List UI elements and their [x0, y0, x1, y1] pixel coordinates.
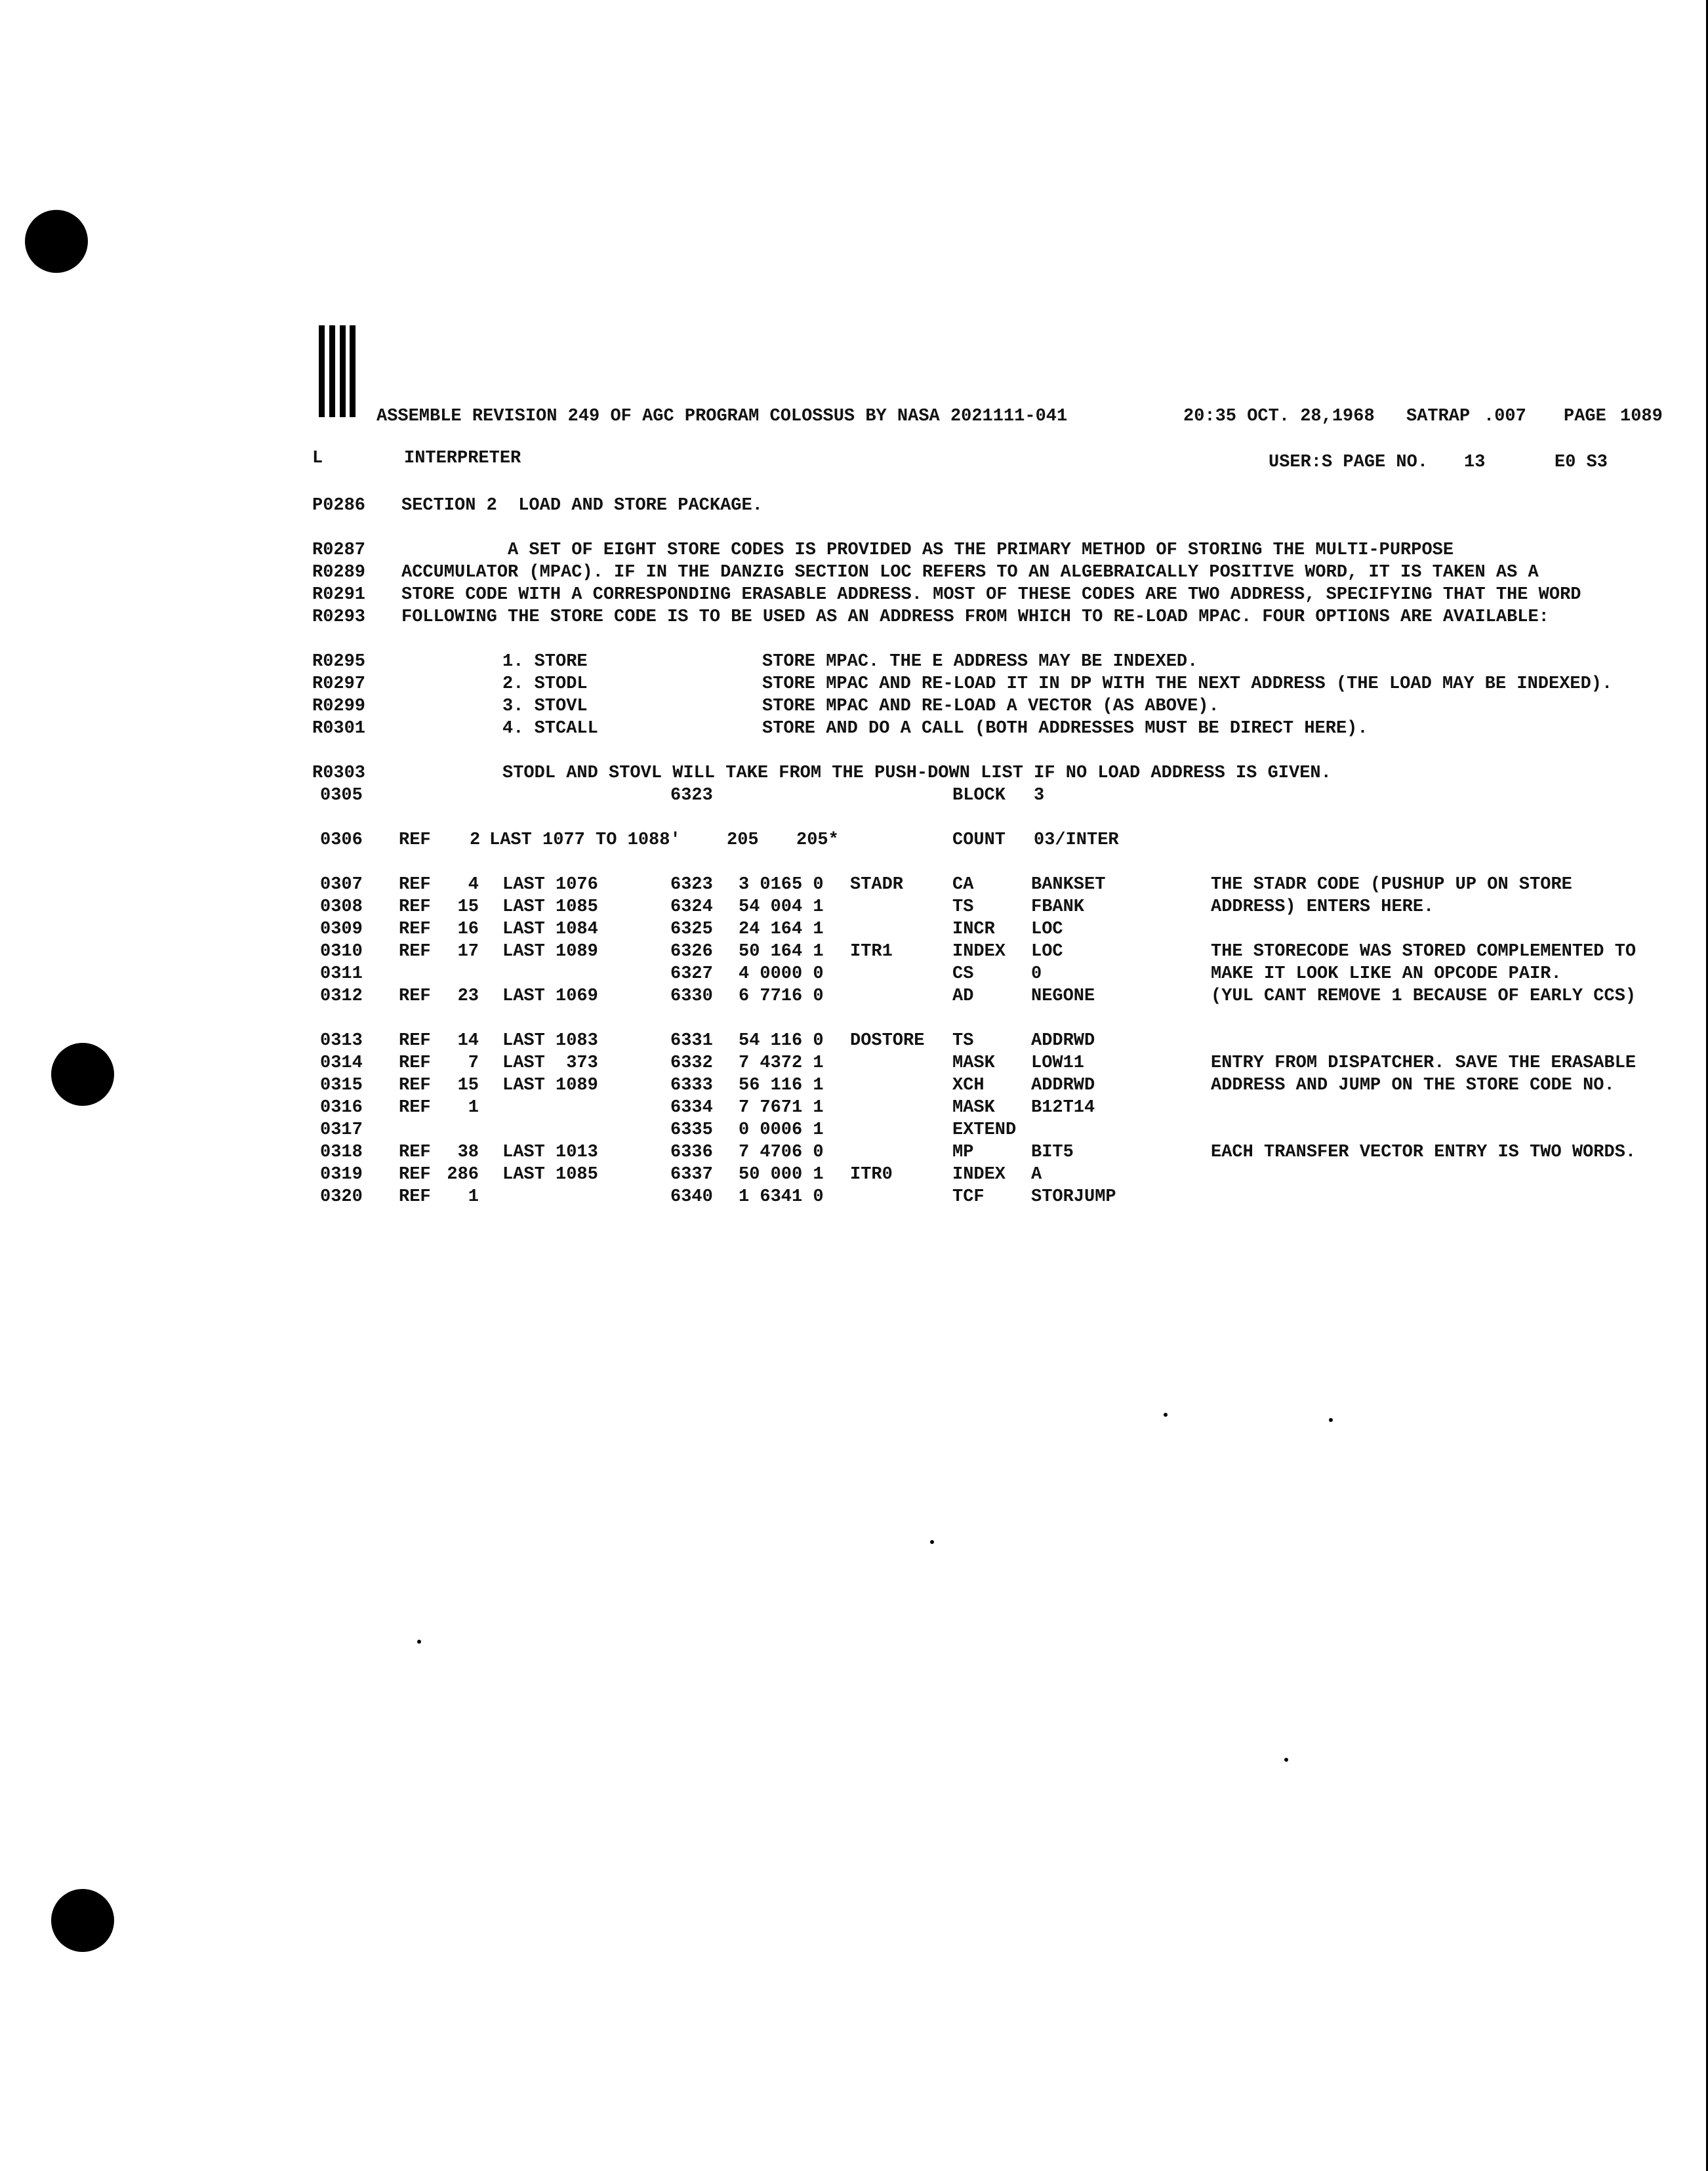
code-ref-number: 15 [457, 897, 479, 917]
option-id: R0299 [312, 697, 366, 716]
code-opcode: CS [952, 964, 974, 984]
option-item: 4. STCALL [502, 719, 598, 739]
code-last: LAST 1076 [502, 875, 598, 895]
speck [1164, 1413, 1168, 1417]
code-word: 50 000 1 [739, 1165, 824, 1185]
code-opcode: CA [952, 875, 974, 895]
code-comment: (YUL CANT REMOVE 1 BECAUSE OF EARLY CCS) [1211, 986, 1637, 1006]
code-last: LAST 1089 [502, 942, 598, 962]
count-val: 03/INTER [1034, 830, 1119, 850]
code-label: ITR0 [850, 1165, 893, 1185]
code-last: LAST 1089 [502, 1076, 598, 1095]
paragraph-line-id: R0289 [312, 563, 366, 582]
code-last: LAST 1085 [502, 1165, 598, 1185]
code-ref: REF [399, 1098, 431, 1118]
block-addr: 6323 [670, 786, 713, 805]
code-opcode: XCH [952, 1076, 985, 1095]
binder-hole-middle [51, 1043, 114, 1106]
code-operand: STORJUMP [1031, 1187, 1116, 1207]
count-n1: 205 [727, 830, 759, 850]
option-id: R0295 [312, 652, 366, 672]
speck [930, 1540, 934, 1544]
code-line-number: 0315 [320, 1076, 363, 1095]
code-word: 7 4372 1 [739, 1053, 824, 1073]
code-opcode: MASK [952, 1053, 995, 1073]
code-operand: A [1031, 1165, 1042, 1185]
paragraph-line-id: R0291 [312, 585, 366, 605]
code-address: 6327 [670, 964, 713, 984]
count-n2: 205* [796, 830, 839, 850]
code-opcode: MP [952, 1143, 974, 1162]
user-page-no: 13 [1464, 453, 1486, 472]
code-last: LAST 1013 [502, 1143, 598, 1162]
code-line-number: 0319 [320, 1165, 363, 1185]
header-title: ASSEMBLE REVISION 249 OF AGC PROGRAM COLOSSUS BY NASA 2021111-041 [376, 407, 1068, 426]
code-ref-number: 1 [468, 1098, 479, 1118]
code-address: 6337 [670, 1165, 713, 1185]
count-refnum: 2 [470, 830, 481, 850]
code-line-number: 0317 [320, 1120, 363, 1140]
code-operand: BIT5 [1031, 1143, 1074, 1162]
barcode-mark [319, 325, 356, 417]
code-comment: MAKE IT LOOK LIKE AN OPCODE PAIR. [1211, 964, 1562, 984]
block-label: BLOCK [952, 786, 1006, 805]
code-comment: THE STADR CODE (PUSHUP UP ON STORE [1211, 875, 1572, 895]
option-item: 1. STORE [502, 652, 588, 672]
paragraph-line: STORE CODE WITH A CORRESPONDING ERASABLE ADDRESS. MOST OF THESE CODES ARE TWO ADDRESS, SPECIFYING THAT THE WORD [401, 585, 1581, 605]
code-ref-number: 38 [457, 1143, 479, 1162]
count-range: LAST 1077 TO 1088' [489, 830, 681, 850]
header-satrap-no: .007 [1484, 407, 1526, 426]
code-address: 6325 [670, 920, 713, 939]
code-word: 54 116 0 [739, 1031, 824, 1051]
code-line-number: 0312 [320, 986, 363, 1006]
code-opcode: INCR [952, 920, 995, 939]
code-ref: REF [399, 1053, 431, 1073]
code-comment: ENTRY FROM DISPATCHER. SAVE THE ERASABLE [1211, 1053, 1637, 1073]
code-line-number: 0310 [320, 942, 363, 962]
code-line-number: 0308 [320, 897, 363, 917]
code-address: 6324 [670, 897, 713, 917]
header-page-no: 1089 [1620, 407, 1663, 426]
count-label: COUNT [952, 830, 1006, 850]
code-word: 50 164 1 [739, 942, 824, 962]
code-opcode: INDEX [952, 942, 1006, 962]
code-line-number: 0313 [320, 1031, 363, 1051]
block-line-id: 0305 [320, 786, 363, 805]
code-line-number: 0309 [320, 920, 363, 939]
section-id: P0286 [312, 496, 366, 516]
code-word: 7 7671 1 [739, 1098, 824, 1118]
code-ref: REF [399, 1031, 431, 1051]
code-line-number: 0320 [320, 1187, 363, 1207]
paragraph-line: A SET OF EIGHT STORE CODES IS PROVIDED AS THE PRIMARY METHOD OF STORING THE MULTI-PURPOSE [401, 540, 1454, 560]
code-comment: THE STORECODE WAS STORED COMPLEMENTED TO [1211, 942, 1637, 962]
block-val: 3 [1034, 786, 1045, 805]
code-operand: LOC [1031, 920, 1063, 939]
log-section: INTERPRETER [404, 449, 521, 468]
code-last: LAST 1069 [502, 986, 598, 1006]
code-operand: LOC [1031, 942, 1063, 962]
code-operand: LOW11 [1031, 1053, 1085, 1073]
code-operand: FBANK [1031, 897, 1085, 917]
speck [1329, 1418, 1333, 1422]
code-line-number: 0318 [320, 1143, 363, 1162]
code-address: 6340 [670, 1187, 713, 1207]
code-address: 6332 [670, 1053, 713, 1073]
code-address: 6335 [670, 1120, 713, 1140]
code-address: 6330 [670, 986, 713, 1006]
option-desc: STORE AND DO A CALL (BOTH ADDRESSES MUST BE DIRECT HERE). [762, 719, 1368, 739]
code-word: 3 0165 0 [739, 875, 824, 895]
code-last: LAST 1084 [502, 920, 598, 939]
speck [417, 1640, 421, 1644]
code-label: ITR1 [850, 942, 893, 962]
code-address: 6333 [670, 1076, 713, 1095]
code-ref: REF [399, 1143, 431, 1162]
binder-hole-bottom [51, 1889, 114, 1952]
note-id: R0303 [312, 763, 366, 783]
code-word: 24 164 1 [739, 920, 824, 939]
note-text: STODL AND STOVL WILL TAKE FROM THE PUSH-DOWN LIST IF NO LOAD ADDRESS IS GIVEN. [502, 763, 1332, 783]
code-ref-number: 4 [468, 875, 479, 895]
code-comment: EACH TRANSFER VECTOR ENTRY IS TWO WORDS. [1211, 1143, 1637, 1162]
option-id: R0301 [312, 719, 366, 739]
paragraph-line: FOLLOWING THE STORE CODE IS TO BE USED AS AN ADDRESS FROM WHICH TO RE-LOAD MPAC. FOUR OPTIONS ARE AVAILABLE: [401, 607, 1549, 627]
option-desc: STORE MPAC. THE E ADDRESS MAY BE INDEXED. [762, 652, 1198, 672]
code-opcode: AD [952, 986, 974, 1006]
code-ref: REF [399, 942, 431, 962]
code-address: 6331 [670, 1031, 713, 1051]
code-opcode: TCF [952, 1187, 985, 1207]
code-operand: NEGONE [1031, 986, 1095, 1006]
code-operand: ADDRWD [1031, 1031, 1095, 1051]
code-address: 6336 [670, 1143, 713, 1162]
section-title: SECTION 2 LOAD AND STORE PACKAGE. [401, 496, 763, 516]
code-word: 6 7716 0 [739, 986, 824, 1006]
code-word: 7 4706 0 [739, 1143, 824, 1162]
code-last: LAST 373 [502, 1053, 598, 1073]
paragraph-line-id: R0293 [312, 607, 366, 627]
code-operand: ADDRWD [1031, 1076, 1095, 1095]
option-desc: STORE MPAC AND RE-LOAD A VECTOR (AS ABOVE). [762, 697, 1219, 716]
code-ref-number: 14 [457, 1031, 479, 1051]
option-desc: STORE MPAC AND RE-LOAD IT IN DP WITH THE NEXT ADDRESS (THE LOAD MAY BE INDEXED). [762, 674, 1613, 694]
header-satrap: SATRAP [1406, 407, 1471, 426]
code-ref: REF [399, 1165, 431, 1185]
paragraph-line-id: R0287 [312, 540, 366, 560]
code-label: DOSTORE [850, 1031, 925, 1051]
code-word: 1 6341 0 [739, 1187, 824, 1207]
code-line-number: 0316 [320, 1098, 363, 1118]
code-ref-number: 23 [457, 986, 479, 1006]
code-word: 54 004 1 [739, 897, 824, 917]
user-page-label: USER:S PAGE NO. [1269, 453, 1429, 472]
code-ref: REF [399, 1076, 431, 1095]
eo-label: E0 S3 [1555, 453, 1608, 472]
code-ref-number: 286 [447, 1165, 479, 1185]
code-word: 0 0006 1 [739, 1120, 824, 1140]
code-address: 6334 [670, 1098, 713, 1118]
code-line-number: 0311 [320, 964, 363, 984]
code-operand: BANKSET [1031, 875, 1106, 895]
log-letter: L [312, 449, 323, 468]
code-ref-number: 1 [468, 1187, 479, 1207]
code-label: STADR [850, 875, 904, 895]
option-item: 2. STODL [502, 674, 588, 694]
code-word: 4 0000 0 [739, 964, 824, 984]
code-ref-number: 17 [457, 942, 479, 962]
code-ref-number: 16 [457, 920, 479, 939]
code-comment: ADDRESS AND JUMP ON THE STORE CODE NO. [1211, 1076, 1615, 1095]
code-ref-number: 15 [457, 1076, 479, 1095]
code-operand: 0 [1031, 964, 1042, 984]
header-datetime: 20:35 OCT. 28,1968 [1183, 407, 1375, 426]
code-address: 6323 [670, 875, 713, 895]
code-word: 56 116 1 [739, 1076, 824, 1095]
code-ref: REF [399, 1187, 431, 1207]
speck [1284, 1758, 1288, 1762]
code-ref: REF [399, 897, 431, 917]
binder-hole-top [25, 210, 88, 273]
code-opcode: EXTEND [952, 1120, 1017, 1140]
code-opcode: TS [952, 1031, 974, 1051]
header-page-label: PAGE [1564, 407, 1606, 426]
code-ref: REF [399, 875, 431, 895]
code-ref-number: 7 [468, 1053, 479, 1073]
count-line-id: 0306 [320, 830, 363, 850]
option-item: 3. STOVL [502, 697, 588, 716]
code-address: 6326 [670, 942, 713, 962]
count-ref: REF [399, 830, 431, 850]
option-id: R0297 [312, 674, 366, 694]
code-last: LAST 1083 [502, 1031, 598, 1051]
code-line-number: 0314 [320, 1053, 363, 1073]
code-comment: ADDRESS) ENTERS HERE. [1211, 897, 1434, 917]
code-opcode: INDEX [952, 1165, 1006, 1185]
code-opcode: TS [952, 897, 974, 917]
code-ref: REF [399, 986, 431, 1006]
code-last: LAST 1085 [502, 897, 598, 917]
paragraph-line: ACCUMULATOR (MPAC). IF IN THE DANZIG SECTION LOC REFERS TO AN ALGEBRAICALLY POSITIVE WORD, IT IS TAKEN AS A [401, 563, 1539, 582]
code-line-number: 0307 [320, 875, 363, 895]
code-opcode: MASK [952, 1098, 995, 1118]
code-operand: B12T14 [1031, 1098, 1095, 1118]
code-ref: REF [399, 920, 431, 939]
